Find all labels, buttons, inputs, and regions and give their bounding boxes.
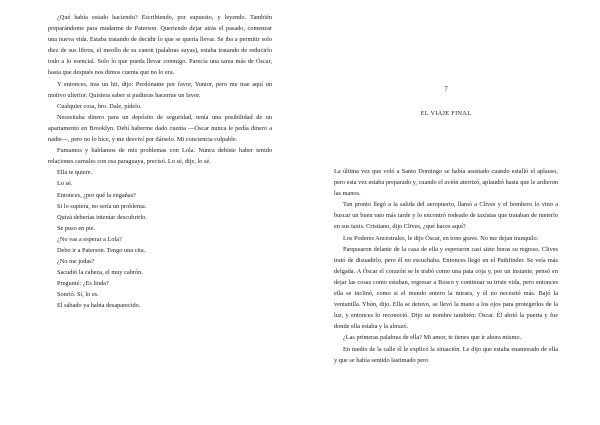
right-page (300, 0, 600, 425)
paragraph: ¿No vas a esperar a Lola? (57, 235, 122, 243)
paragraph: ¿Qué había estado haciendo? Escribiendo, por supuesto, y leyendo. También preparándome para mudarme de Paterson. Queriendo dejar atrás el pasado, comenzar una nueva vida. Estaba tratando de decidir lo que se quería llevar. Se iba a permitir solo diez de sus libros, el meollo de su canon (palabras suyas), estaba tratando de reducirlo todo a lo esencial. Solo lo que pueda llevar conmigo. Parecía una tarea más de Óscar, hasta que después nos dimos cuenta que no lo era. (48, 14, 272, 77)
paragraph: Necesitaba dinero para un depósito de seguridad, tenía una posibilidad de un apartamento en Brooklyn. Debí haberme dado cuenta —Óscar nunca le pedía dinero a nadie—, pero no lo hice, y me desviví por dárselo. Mi conciencia culpable. (48, 113, 272, 144)
paragraph: Ella te quiere. (57, 169, 93, 177)
paragraph: Parquearon delante de la casa de ella y esperaron casi siete horas su regreso. Clives trató de disuadirlo, pero él no escuchaba. Entonces llegó en el Pathfinder. Se veía más delgada. A Óscar el corazón se le trabó como una pata coja y, por un instante, pensó en dejar las cosas como estaban, regresar a Bosco y continuar su triste vida, pero entonces ella se inclinó, como si el mundo entero la mirara, y él no necesitó más. Bajó la ventanilla. Ybón, dijo. Ella se detuvo, se llevó la mano a los ojos para protegerlos de la luz, y entonces lo reconoció. Dijo su nombre también: Óscar. Él abrió la puerta y fue donde ella estaba y la abrazó. (334, 245, 558, 331)
paragraph: El sábado ya había desaparecido. (57, 302, 141, 310)
paragraph: Sacudió la cabeza, el muy cabrón. (57, 269, 143, 277)
paragraph: Entonces, ¿por qué la engañas? (57, 191, 136, 199)
paragraph: Si lo supiera, no sería un problema. (57, 202, 147, 210)
paragraph: En medio de la calle él le explicó la situación. Le dijo que estaba enamorado de ella y que se había sentido lastimado pero (334, 345, 558, 364)
paragraph: Y entonces, tras un hit, dijo: Perdóname por favor, Yunior, pero me trae aquí un motivo ulterior. Quisiera saber si pudieras hacerme un favor. (48, 80, 272, 99)
paragraph: Se puso en pie. (57, 224, 96, 232)
paragraph: Los Poderes Ancestrales, le dijo Óscar, en tono grave. No me dejan tranquilo. (343, 234, 539, 242)
paragraph: Cualquier cosa, bro. Dale, pídelo. (57, 102, 142, 110)
paragraph: Pregunté: ¿Es linda? (57, 280, 109, 288)
left-page-text (48, 12, 272, 312)
chapter-number: 7 (444, 85, 448, 93)
chapter-title: EL VIAJE FINAL (420, 110, 472, 117)
right-page-text (334, 166, 558, 366)
paragraph: ¿Las primeras palabras de ella? Mi amor, te tienes que ir ahora mismo. (343, 334, 522, 342)
paragraph: Fumamos y hablamos de mis problemas con Lola. Nunca debiste haber tenido relaciones carnales con esa paraguaya, precisó. Lo sé, dije, lo sé. (48, 147, 272, 166)
paragraph: Debo ir a Paterson. Tengo una cita. (57, 246, 146, 254)
paragraph: Tan pronto llegó a la salida del aeropuerto, llamó a Clives y el bombero lo vino a buscar un buen rato más tarde y lo encontró rodeado de taxistas que trataban de meterlo en sus taxis. Cristiano, dijo Clives, ¿qué haces aquí? (334, 201, 558, 231)
paragraph: La última vez que voló a Santo Domingo se había asustado cuando estalló el aplauso, pero esta vez estaba preparado y, cuando el avión aterrizó, aplaudió hasta que le ardieron las manos. (334, 168, 558, 198)
paragraph: ¿No me jodas? (57, 258, 95, 266)
paragraph: Quizá deberías intentar descubrirlo. (57, 213, 147, 221)
paragraph: Lo sé. (57, 180, 73, 188)
paragraph: Sonrió. Sí, lo es. (57, 291, 99, 299)
